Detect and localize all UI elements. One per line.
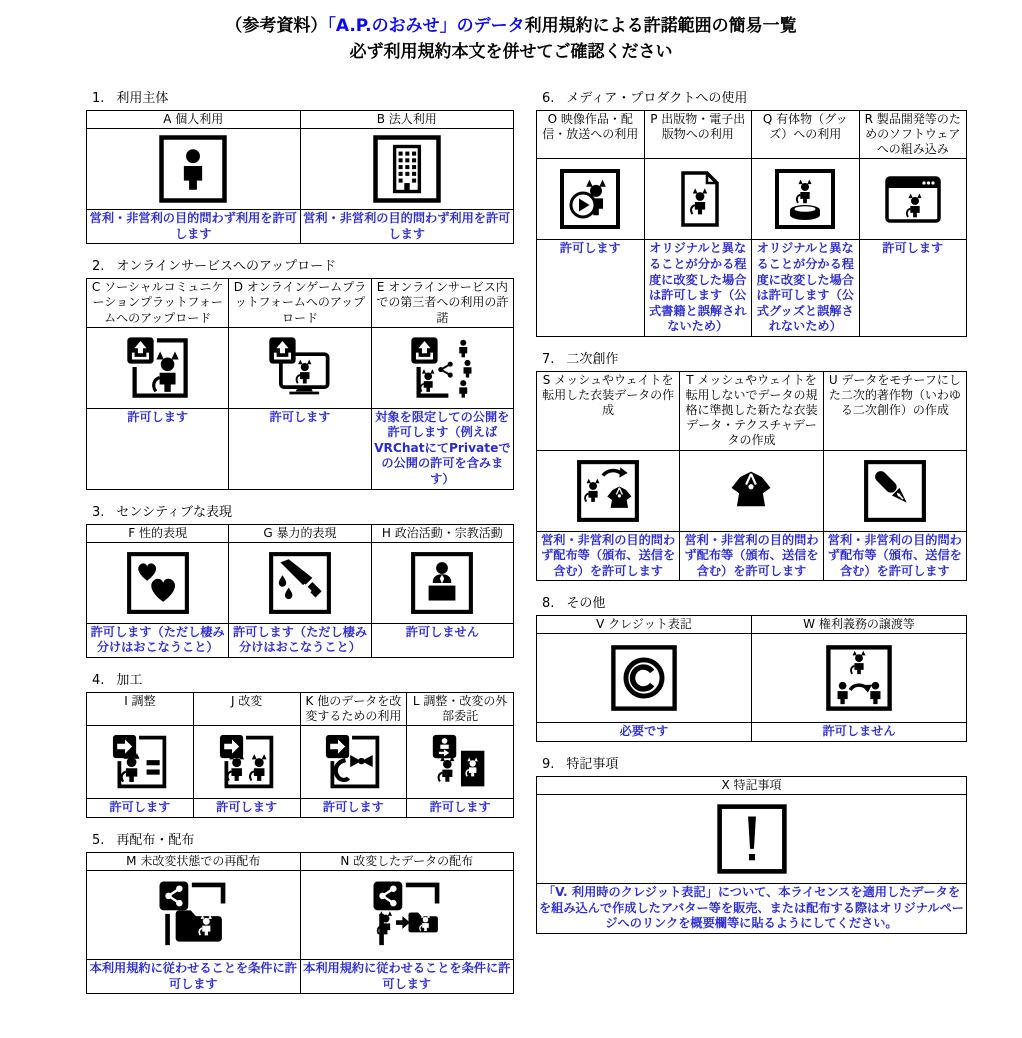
icon-cell [644, 159, 752, 240]
cell-header: N 改変したデータの配布 [300, 852, 514, 870]
goods-figure-icon [773, 167, 837, 231]
verdict-cell: 許可します [87, 408, 229, 489]
modify-cats-icon [217, 732, 277, 792]
rights-transfer-icon [824, 643, 894, 713]
verdict-cell: 許可します（ただし棲み分けはおこなうこと） [87, 623, 229, 657]
verdict-cell: 許可します [229, 408, 371, 489]
section-table [86, 692, 514, 818]
section-table [86, 278, 514, 489]
cell-header: B 法人利用 [300, 111, 514, 129]
verdict-cell: オリジナルと異なることが分かる程度に改変した場合は許可します（公式書籍と誤解されないため） [644, 240, 752, 337]
cell-header: J 改変 [193, 693, 300, 726]
icon-cell [87, 542, 229, 623]
distribute-modified-icon [370, 878, 444, 952]
person-icon [157, 133, 229, 205]
section-heading: 8. その他 [542, 596, 606, 612]
cell-header: K 他のデータを改変するための利用 [300, 693, 407, 726]
icon-cell [537, 634, 752, 723]
icon-cell [371, 327, 513, 408]
icon-cell [407, 726, 514, 799]
section-others [536, 592, 967, 742]
section-heading: 1. 利用主体 [92, 91, 169, 106]
icon-cell [823, 450, 966, 531]
verdict-cell: 本利用規約に従わせることを条件に許可します [87, 959, 301, 993]
cell-header: F 性的表現 [87, 524, 229, 542]
icon-cell [87, 129, 301, 210]
section-heading: 3. センシティブな表現 [92, 504, 233, 520]
license-summary-page [0, 14, 1022, 1038]
icon-cell [229, 327, 371, 408]
cell-header: C ソーシャルコミュニケーションプラットフォームへのアップロード [87, 279, 229, 327]
cell-header: S メッシュやウェイトを転用した衣装データの作成 [537, 371, 680, 450]
page-title-line2: 必ず利用規約本文を併せてご確認ください [349, 41, 673, 62]
software-window-cat-icon [881, 167, 945, 231]
cell-header: V クレジット表記 [537, 616, 752, 634]
video-play-cat-icon [558, 167, 622, 231]
section-processing [86, 669, 514, 818]
page-title [0, 14, 1022, 65]
section-table [86, 110, 514, 244]
cell-header: I 調整 [87, 693, 194, 726]
verdict-cell: 営利・非営利の目的問わず配布等（頒布、送信を含む）を許可します [823, 531, 966, 581]
title-prefix: （参考資料） [225, 16, 328, 36]
icon-cell [752, 634, 967, 723]
section-special-notes [536, 753, 967, 934]
verdict-cell: 必要です [537, 723, 752, 742]
icon-cell [193, 726, 300, 799]
cell-header: M 未改変状態での再配布 [87, 852, 301, 870]
cell-header: P 出版物・電子出版物への利用 [644, 111, 752, 159]
title-suffix: 利用規約による許諾範囲の簡易一覧 [524, 16, 797, 36]
content-columns [0, 65, 1022, 1005]
left-column [86, 87, 514, 1005]
verdict-cell: 営利・非営利の目的問わず利用を許可します [87, 210, 301, 244]
verdict-cell: 本利用規約に従わせることを条件に許可します [300, 959, 514, 993]
copyright-icon [609, 643, 679, 713]
icon-cell [859, 159, 967, 240]
cell-header: G 暴力的表現 [229, 524, 371, 542]
adjust-equal-icon [110, 732, 170, 792]
section-heading: 9. 特記事項 [542, 757, 619, 773]
upload-monitor-cat-icon [266, 334, 334, 402]
building-icon [371, 133, 443, 205]
icon-cell [752, 159, 860, 240]
verdict-cell: 営利・非営利の目的問わず利用を許可します [300, 210, 514, 244]
verdict-cell: 対象を限定しての公開を許可します（例えばVRChatにてPrivateでの公開の許可を含みます） [371, 408, 513, 489]
icon-cell [300, 726, 407, 799]
hearts-icon [125, 550, 191, 616]
publication-cat-icon [666, 167, 730, 231]
verdict-cell: 許可します [193, 799, 300, 818]
icon-cell [537, 450, 680, 531]
costume-new-icon [718, 458, 784, 524]
title-highlight: 「A.P.のおみせ」のデータ [327, 16, 525, 36]
section-redistribution [86, 829, 514, 994]
cell-header: O 映像作品・配信・放送への利用 [537, 111, 645, 159]
cell-header: H 政治活動・宗教活動 [371, 524, 513, 542]
right-column [536, 87, 967, 945]
section-heading: 7. 二次創作 [542, 351, 619, 367]
cell-header: A 個人利用 [87, 111, 301, 129]
verdict-cell: 許可します [859, 240, 967, 337]
upload-share-people-icon [408, 334, 476, 402]
cell-header: X 特記事項 [537, 777, 967, 795]
icon-cell [87, 327, 229, 408]
section-table [536, 615, 967, 742]
cell-header: R 製品開発等のためのソフトウェアへの組み込み [859, 111, 967, 159]
section-usage-entity [86, 87, 514, 244]
section-table [536, 371, 967, 581]
cell-header: L 調整・改変の外部委託 [407, 693, 514, 726]
cell-header: E オンラインサービス内での第三者への利用の許諾 [371, 279, 513, 327]
icon-cell [87, 870, 301, 959]
icon-cell [300, 129, 514, 210]
redistribute-folder-icon [156, 878, 230, 952]
verdict-cell: オリジナルと異なることが分かる程度に改変した場合は許可します（公式グッズと誤解されないため） [752, 240, 860, 337]
section-table [86, 524, 514, 658]
costume-reuse-icon [575, 458, 641, 524]
verdict-cell: 営利・非営利の目的問わず配布等（頒布、送信を含む）を許可します [680, 531, 823, 581]
pen-icon [862, 458, 928, 524]
upload-cat-icon [124, 334, 192, 402]
section-heading: 6. メディア・プロダクトへの使用 [542, 91, 748, 106]
icon-cell [87, 726, 194, 799]
knife-icon [267, 550, 333, 616]
section-table [536, 776, 967, 934]
cell-header: W 権利義務の譲渡等 [752, 616, 967, 634]
section-sensitive-expression [86, 501, 514, 658]
verdict-cell: 許可します [300, 799, 407, 818]
icon-cell [537, 159, 645, 240]
verdict-cell: 「V. 利用時のクレジット表記」について、本ライセンスを適用したデータをを組み込んで作成したアバター等を販売、または配布する際はオリジナルページへのリンクを概要欄等に貼るようにしてください。 [537, 884, 967, 934]
section-heading: 2. オンラインサービスへのアップロード [92, 259, 337, 275]
icon-cell [680, 450, 823, 531]
verdict-cell: 営利・非営利の目的問わず配布等（頒布、送信を含む）を許可します [537, 531, 680, 581]
verdict-cell: 許可します [87, 799, 194, 818]
verdict-cell: 許可します [407, 799, 514, 818]
section-heading: 5. 再配布・配布 [92, 832, 195, 848]
page-title-line1 [0, 14, 1022, 40]
verdict-cell: 許可します [537, 240, 645, 337]
icon-cell [300, 870, 514, 959]
section-table [536, 110, 967, 337]
section-online-upload [86, 255, 514, 489]
icon-cell [537, 795, 967, 884]
cell-header: D オンラインゲームプラットフォームへのアップロード [229, 279, 371, 327]
section-heading: 4. 加工 [92, 673, 143, 689]
verdict-cell: 許可しません [371, 623, 513, 657]
section-table [86, 852, 514, 994]
verdict-cell: 許可しません [752, 723, 967, 742]
cell-header: U データをモチーフにした二次的著作物（いわゆる二次創作）の作成 [823, 371, 966, 450]
podium-speaker-icon [409, 550, 475, 616]
icon-cell [371, 542, 513, 623]
cell-header: Q 有体物（グッズ）への利用 [752, 111, 860, 159]
modify-other-data-icon [323, 732, 383, 792]
section-derivative-works [536, 348, 967, 581]
icon-cell [229, 542, 371, 623]
verdict-cell: 許可します（ただし棲み分けはおこなうこと） [229, 623, 371, 657]
cell-header: T メッシュやウェイトを転用しないでデータの規格に準拠した新たな衣装データ・テクスチャデータの作成 [680, 371, 823, 450]
section-media-product [536, 87, 967, 337]
outsource-icon [430, 732, 490, 792]
exclamation-icon [715, 802, 789, 876]
